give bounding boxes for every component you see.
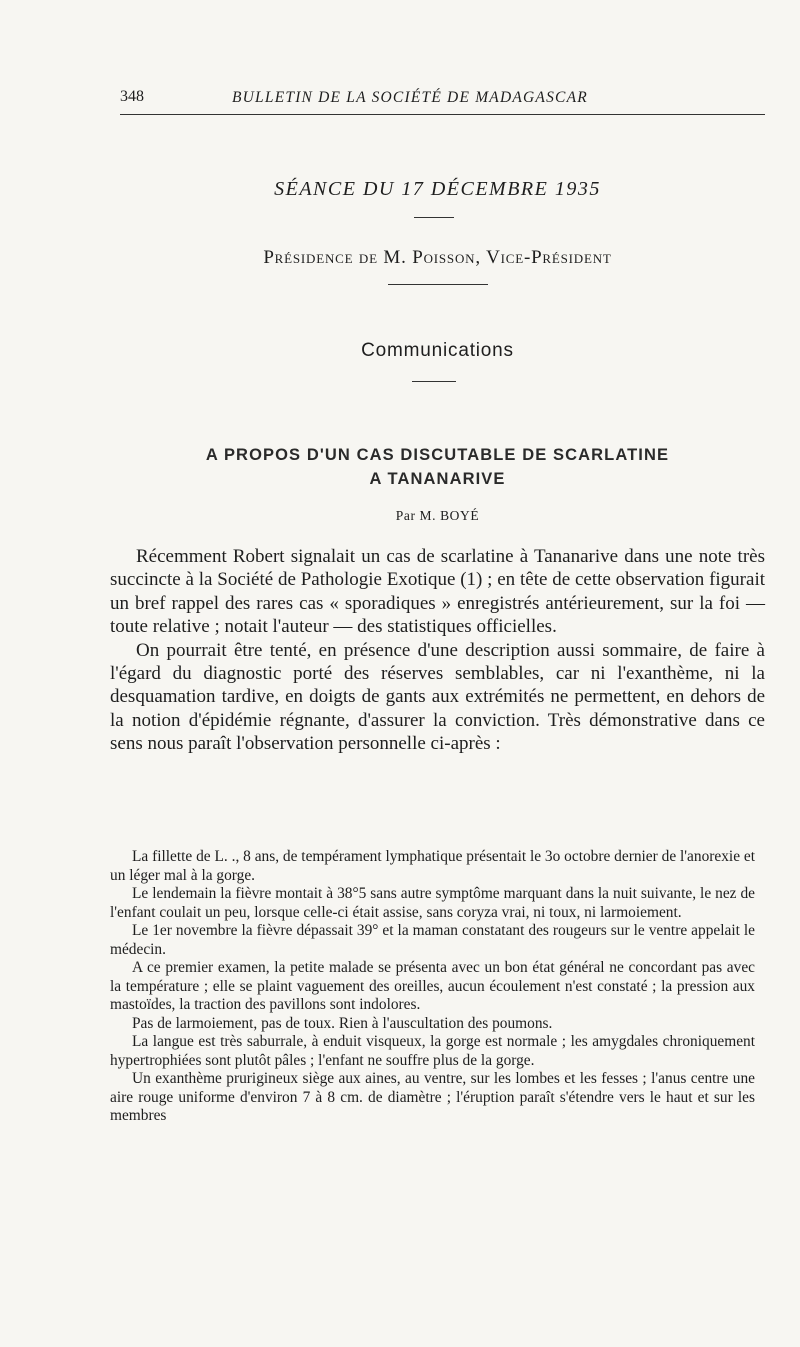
presidence-line: Présidence de M. Poisson, Vice-Président xyxy=(263,247,612,268)
page-number: 348 xyxy=(120,88,144,105)
author-byline: Par M. BOYÉ xyxy=(395,508,480,523)
journal-title: BULLETIN DE LA SOCIÉTÉ DE MADAGASCAR xyxy=(232,89,588,106)
observation-paragraph: Le lendemain la fièvre montait à 38°5 sans autre symptôme marquant dans la nuit suivante, le nez de l'enfant coulait un peu, lorsque celle-ci était assise, sans coryza vrai, ni toux, ni larmoiement. xyxy=(110,885,755,921)
observation-paragraph: Pas de larmoiement, pas de toux. Rien à l'auscultation des poumons. xyxy=(132,1014,553,1032)
section-heading: Communications xyxy=(361,340,514,361)
session-title: SÉANCE DU 17 DÉCEMBRE 1935 xyxy=(274,178,601,200)
divider-rule xyxy=(414,217,454,218)
divider-rule xyxy=(388,284,488,285)
running-header xyxy=(120,88,765,115)
observation-paragraph: A ce premier examen, la petite malade se présenta avec un bon état général ne concordant pas avec la température ; elle se plaint vaguement des oreilles, aucun écoulement n'est constaté ; la pression aux mastoïdes, la traction des pavillons sont indolores. xyxy=(110,959,755,1013)
observation-paragraph: La langue est très saburrale, à enduit visqueux, la gorge est normale ; les amygdales chroniquement hypertrophiées sont plutôt pâles ; l'enfant ne souffre plus de la gorge. xyxy=(110,1033,755,1069)
article-body xyxy=(110,545,765,756)
observation-paragraph: La fillette de L. ., 8 ans, de tempérament lymphatique présentait le 3o octobre dernier de l'anorexie et un léger mal à la gorge. xyxy=(110,848,755,884)
divider-rule xyxy=(412,381,456,382)
article-title-line: A PROPOS D'UN CAS DISCUTABLE DE SCARLATINE xyxy=(205,446,670,464)
case-observation xyxy=(110,848,755,1126)
body-paragraph: Récemment Robert signalait un cas de scarlatine à Tananarive dans une note très succincte à la Société de Pathologie Exotique (1) ; en tête de cette observation figurait un bref rappel des rares cas « sporadiques » enregistrés antérieurement, sur la foi — toute relative ; notait l'auteur — des statistiques officielles. xyxy=(110,546,765,638)
article-title xyxy=(110,443,765,491)
observation-paragraph: Un exanthème prurigineux siège aux aines, au ventre, sur les lombes et les fesses ; l'anus centre une aire rouge uniforme d'environ 7 à 8 cm. de diamètre ; l'éruption paraît s'étendre vers le haut et sur les membres xyxy=(110,1070,755,1124)
article-title-line: A TANANARIVE xyxy=(369,470,506,488)
body-paragraph: On pourrait être tenté, en présence d'une description aussi sommaire, de faire à l'égard du diagnostic porté des réserves semblables, car ni l'exanthème, ni la desquamation tardive, en doigts de gants aux extrémités ne permettent, en dehors de la notion d'épidémie régnante, d'assurer la conviction. Très démonstrative dans ce sens nous paraît l'observation personnelle ci-après : xyxy=(110,639,765,755)
observation-paragraph: Le 1er novembre la fièvre dépassait 39° et la maman constatant des rougeurs sur le ventre appelait le médecin. xyxy=(110,922,755,958)
